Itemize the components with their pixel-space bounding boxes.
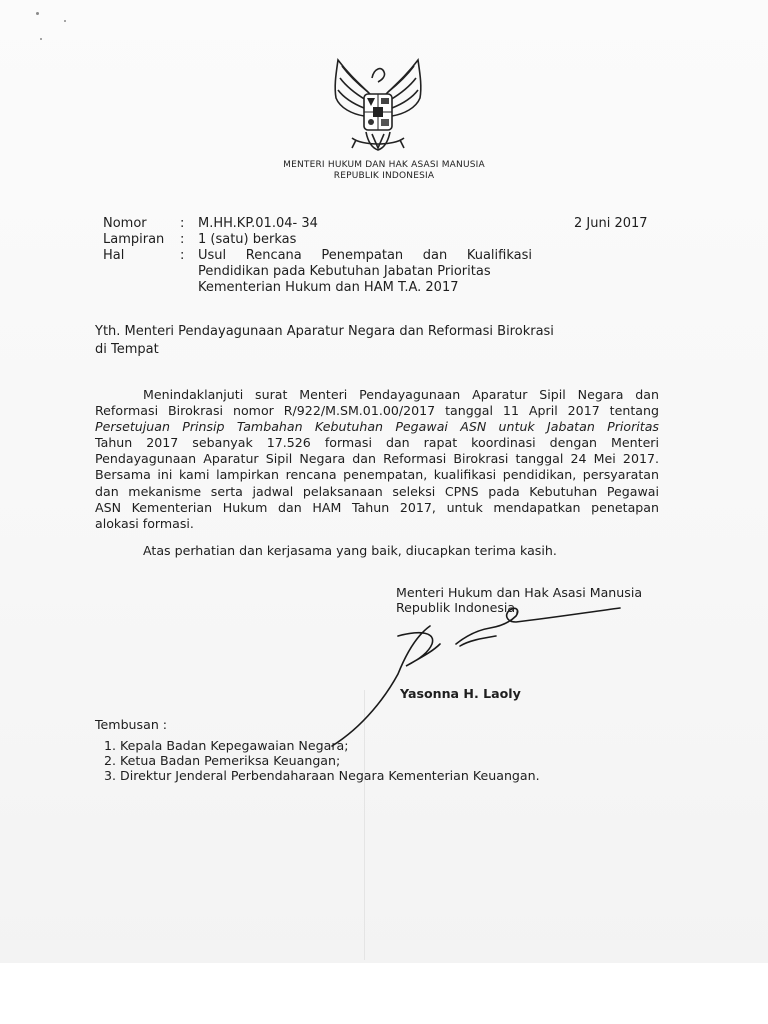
body-paragraph [95,387,659,532]
body-line: alokasi formasi. [95,515,194,531]
scan-speck [64,20,66,22]
scan-speck [36,12,39,15]
closing-sentence: Atas perhatian dan kerjasama yang baik, diucapkan terima kasih. [143,543,557,558]
cc-heading: Tembusan : [95,717,168,732]
signatory-title: Menteri Hukum dan Hak Asasi Manusia [396,585,643,600]
colon: : [180,248,185,263]
lampiran-value: 1 (satu) berkas [198,232,297,247]
body-line: Menindaklanjuti surat Menteri Pendayagunaan Aparatur Sipil Negara dan [143,387,659,402]
hal-line: Usul Rencana Penempatan dan Kualifikasi [198,248,532,263]
addressee-location: di Tempat [95,342,159,357]
scan-margin [0,963,768,1024]
handwritten-signature [320,596,650,756]
lampiran-label: Lampiran [103,232,165,247]
signatory-name: Yasonna H. Laoly [400,686,521,701]
body-line: dan mekanisme serta jadwal pelaksanaan seleksi CPNS pada Kebutuhan Pegawai [95,483,659,499]
body-line: Pendayagunaan Aparatur Sipil Negara dan Reformasi Birokrasi tanggal 24 Mei 2017. [95,451,659,467]
body-line: Tahun 2017 sebanyak 17.526 formasi dan rapat koordinasi dengan Menteri [95,435,659,451]
scan-speck [40,38,42,40]
addressee: Yth. Menteri Pendayagunaan Aparatur Negara dan Reformasi Birokrasi [95,324,554,339]
cc-item: 1. Kepala Badan Kepegawaian Negara; [104,738,349,753]
hal-line: Pendidikan pada Kebutuhan Jabatan Prioritas [198,264,491,279]
republic-name: REPUBLIK INDONESIA [333,171,435,181]
nomor-label: Nomor [103,216,147,231]
hal-label: Hal [103,248,125,263]
colon: : [180,216,185,231]
body-line: Bersama ini kami lampirkan rencana penempatan, kualifikasi pendidikan, persyaratan [95,467,659,483]
body-line: Persetujuan Prinsip Tambahan Kebutuhan Pegawai ASN untuk Jabatan Prioritas [95,419,659,435]
body-line: Reformasi Birokrasi nomor R/922/M.SM.01.00/2017 tanggal 11 April 2017 tentang [95,403,659,419]
ministry-name: MENTERI HUKUM DAN HAK ASASI MANUSIA [283,160,485,170]
cc-item: 2. Ketua Badan Pemeriksa Keuangan; [104,753,341,768]
letter-date: 2 Juni 2017 [574,216,648,231]
nomor-value: M.HH.KP.01.04- 34 [198,216,318,231]
colon: : [180,232,185,247]
body-line: ASN Kementerian Hukum dan HAM Tahun 2017, untuk mendapatkan penetapan [95,499,659,515]
garuda-emblem-icon [322,56,434,156]
hal-line: Kementerian Hukum dan HAM T.A. 2017 [198,280,459,295]
cc-item: 3. Direktur Jenderal Perbendaharaan Negara Kementerian Keuangan. [104,768,540,783]
signatory-country: Republik Indonesia, [396,600,520,615]
hal-subject [198,248,532,296]
